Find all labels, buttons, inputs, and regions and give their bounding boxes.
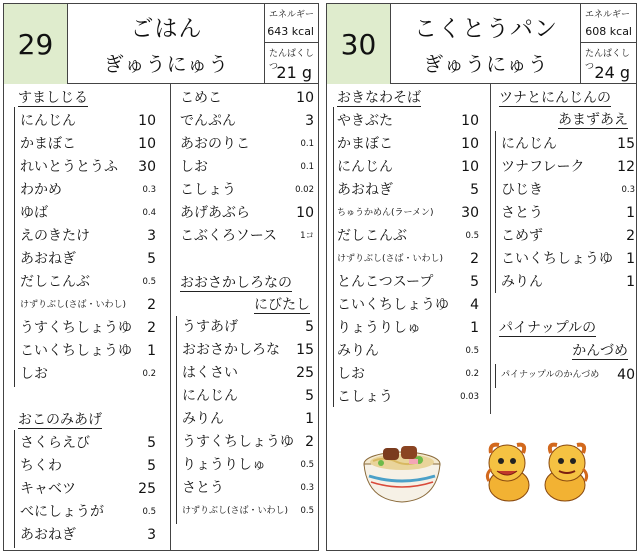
ingredient-row bbox=[180, 110, 314, 132]
ingredient-quantity: 15 bbox=[296, 342, 314, 358]
ingredient-row bbox=[501, 202, 635, 224]
ingredient-row bbox=[337, 340, 479, 362]
ingredient-row bbox=[20, 225, 156, 247]
ingredient-row bbox=[20, 202, 156, 224]
ingredient-row bbox=[337, 363, 479, 385]
shisa-image bbox=[477, 439, 597, 504]
main-dish-title: こくとうパン bbox=[414, 16, 558, 42]
ingredient-row bbox=[20, 271, 156, 293]
ingredient-name: あおのりこ bbox=[180, 136, 250, 152]
ingredient-row bbox=[337, 317, 479, 339]
ingredient-row bbox=[501, 248, 635, 270]
ingredient-quantity: 1 bbox=[626, 274, 635, 290]
ingredient-quantity: 15 bbox=[617, 136, 635, 152]
column-divider bbox=[490, 84, 491, 414]
ingredient-quantity: 0.02 bbox=[295, 185, 314, 195]
ingredient-name: しお bbox=[180, 159, 208, 175]
ingredient-row bbox=[180, 87, 314, 109]
ingredient-quantity: 1コ bbox=[300, 231, 314, 241]
drink-title: ぎゅうにゅう bbox=[423, 52, 549, 76]
section-bracket bbox=[176, 316, 177, 524]
ingredient-name: こいくちしょうゆ bbox=[337, 297, 449, 313]
ingredient-row bbox=[20, 294, 156, 316]
ingredient-name: だしこんぶ bbox=[20, 274, 90, 290]
ingredient-quantity: 1 bbox=[470, 320, 479, 336]
ingredient-row bbox=[20, 317, 156, 339]
ingredient-quantity: 3 bbox=[147, 228, 156, 244]
energy-value: 608 kcal bbox=[585, 25, 632, 38]
section-bracket bbox=[14, 107, 15, 387]
ingredient-quantity: 1 bbox=[626, 205, 635, 221]
ingredient-name: こいくちしょうゆ bbox=[501, 251, 613, 267]
ingredient-quantity: 0.5 bbox=[300, 460, 314, 470]
nutrition-box bbox=[264, 4, 318, 84]
ingredient-name: あげあぶら bbox=[180, 205, 250, 221]
ingredient-quantity: 10 bbox=[461, 136, 479, 152]
ingredient-name: あおねぎ bbox=[20, 251, 76, 267]
nutrition-box bbox=[580, 4, 636, 84]
ingredient-row bbox=[182, 316, 314, 338]
ingredient-name: だしこんぶ bbox=[337, 228, 407, 244]
ingredient-quantity: 0.5 bbox=[142, 277, 156, 287]
ingredient-quantity: 10 bbox=[461, 113, 479, 129]
protein-value: 24 g bbox=[594, 63, 630, 82]
ingredient-name: こしょう bbox=[180, 182, 236, 198]
ingredient-name: さとう bbox=[501, 205, 543, 221]
ingredient-quantity: 1 bbox=[147, 343, 156, 359]
ingredient-row bbox=[337, 271, 479, 293]
ingredient-quantity: 5 bbox=[147, 458, 156, 474]
protein-label: たんぱくしつ bbox=[585, 49, 631, 72]
ingredient-quantity: 10 bbox=[138, 113, 156, 129]
ingredient-row bbox=[20, 340, 156, 362]
section-title: ツナとにんじんの bbox=[499, 90, 611, 106]
ingredient-name: かまぼこ bbox=[20, 136, 76, 152]
soba-bowl-image bbox=[361, 434, 443, 504]
ingredient-name: あおねぎ bbox=[337, 182, 393, 198]
ingredient-row bbox=[180, 133, 314, 155]
energy-label: エネルギー bbox=[585, 10, 631, 20]
ingredient-row bbox=[501, 364, 635, 386]
ingredient-name: けずりぶし(さば・いわし) bbox=[337, 254, 444, 264]
ingredient-name: はくさい bbox=[182, 365, 238, 381]
ingredient-name: こぶくろソース bbox=[180, 228, 278, 244]
ingredient-quantity: 5 bbox=[470, 182, 479, 198]
section-bracket bbox=[333, 107, 334, 407]
ingredient-row bbox=[182, 362, 314, 384]
ingredient-row bbox=[337, 156, 479, 178]
ingredient-quantity: 3 bbox=[305, 113, 314, 129]
ingredient-quantity: 0.1 bbox=[300, 162, 314, 172]
ingredient-name: かまぼこ bbox=[337, 136, 393, 152]
section-bracket bbox=[14, 430, 15, 548]
ingredient-row bbox=[180, 225, 314, 247]
card-header bbox=[4, 4, 318, 84]
section-title: おこのみあげ bbox=[18, 412, 102, 428]
ingredient-quantity: 0.3 bbox=[142, 185, 156, 195]
ingredient-name: にんじん bbox=[501, 136, 557, 152]
ingredient-row bbox=[20, 110, 156, 132]
ingredient-row bbox=[501, 271, 635, 293]
ingredient-name: ちゅうかめん(ラーメン) bbox=[337, 208, 434, 218]
ingredient-quantity: 0.5 bbox=[142, 507, 156, 517]
protein-value: 21 g bbox=[276, 63, 312, 82]
ingredient-name: みりん bbox=[337, 343, 379, 359]
ingredient-row bbox=[182, 454, 314, 476]
ingredient-row bbox=[20, 432, 156, 454]
ingredient-quantity: 2 bbox=[305, 434, 314, 450]
ingredient-name: うすくちしょうゆ bbox=[20, 320, 132, 336]
ingredient-quantity: 10 bbox=[296, 205, 314, 221]
ingredient-quantity: 10 bbox=[296, 90, 314, 106]
ingredient-name: さくらえび bbox=[20, 435, 90, 451]
ingredient-quantity: 0.5 bbox=[465, 231, 479, 241]
ingredient-quantity: 0.3 bbox=[621, 185, 635, 195]
ingredient-name: れいとうとうふ bbox=[20, 159, 118, 175]
ingredient-name: べにしょうが bbox=[20, 504, 104, 520]
ingredient-quantity: 0.3 bbox=[300, 483, 314, 493]
ingredient-name: りょうりしゅ bbox=[182, 457, 266, 473]
ingredient-quantity: 2 bbox=[470, 251, 479, 267]
ingredient-row bbox=[337, 133, 479, 155]
ingredient-quantity: 5 bbox=[147, 435, 156, 451]
ingredient-row bbox=[182, 477, 314, 499]
ingredient-name: おおさかしろな bbox=[182, 342, 280, 358]
ingredient-quantity: 0.2 bbox=[465, 369, 479, 379]
ingredient-name: やきぶた bbox=[337, 113, 393, 129]
ingredient-name: にんじん bbox=[337, 159, 393, 175]
ingredient-name: わかめ bbox=[20, 182, 62, 198]
ingredient-name: こいくちしょうゆ bbox=[20, 343, 132, 359]
ingredient-quantity: 2 bbox=[147, 297, 156, 313]
energy-value: 643 kcal bbox=[267, 25, 314, 38]
ingredient-row bbox=[337, 294, 479, 316]
ingredient-row bbox=[20, 363, 156, 385]
ingredient-name: こめず bbox=[501, 228, 543, 244]
ingredient-name: けずりぶし(さば・いわし) bbox=[182, 506, 289, 516]
ingredient-quantity: 4 bbox=[470, 297, 479, 313]
ingredient-row bbox=[20, 524, 156, 546]
ingredient-row bbox=[182, 500, 314, 522]
ingredient-quantity: 1 bbox=[305, 411, 314, 427]
ingredient-quantity: 10 bbox=[461, 159, 479, 175]
ingredient-quantity: 3 bbox=[147, 527, 156, 543]
section-title: おおさかしろなの bbox=[180, 275, 292, 291]
ingredient-quantity: 2 bbox=[626, 228, 635, 244]
ingredient-name: とんこつスープ bbox=[337, 274, 434, 290]
ingredient-name: こめこ bbox=[180, 90, 222, 106]
ingredient-name: ゆば bbox=[20, 205, 48, 221]
ingredient-name: りょうりしゅ bbox=[337, 320, 421, 336]
ingredient-row bbox=[182, 431, 314, 453]
ingredient-row bbox=[337, 110, 479, 132]
ingredient-row bbox=[20, 248, 156, 270]
ingredient-name: にんじん bbox=[182, 388, 238, 404]
ingredient-quantity: 5 bbox=[305, 319, 314, 335]
ingredient-quantity: 0.03 bbox=[460, 392, 479, 402]
section-title-line2: あまずあえ bbox=[558, 112, 628, 128]
ingredient-row bbox=[20, 156, 156, 178]
section-bracket bbox=[495, 364, 496, 388]
ingredient-row bbox=[337, 248, 479, 270]
ingredient-name: でんぷん bbox=[180, 113, 236, 129]
ingredient-row bbox=[182, 385, 314, 407]
ingredient-quantity: 40 bbox=[617, 367, 635, 383]
section-title: おきなわそば bbox=[337, 90, 421, 106]
ingredient-row bbox=[180, 179, 314, 201]
ingredient-quantity: 25 bbox=[138, 481, 156, 497]
ingredient-row bbox=[180, 156, 314, 178]
ingredient-name: にんじん bbox=[20, 113, 76, 129]
ingredient-name: みりん bbox=[501, 274, 543, 290]
ingredient-row bbox=[20, 455, 156, 477]
ingredient-quantity: 0.4 bbox=[142, 208, 156, 218]
ingredient-name: しお bbox=[20, 366, 48, 382]
section-bracket bbox=[495, 131, 496, 293]
ingredient-quantity: 10 bbox=[138, 136, 156, 152]
ingredient-name: うすあげ bbox=[182, 319, 238, 335]
ingredient-row bbox=[501, 133, 635, 155]
section-title-line2: かんづめ bbox=[572, 343, 628, 359]
ingredient-name: みりん bbox=[182, 411, 224, 427]
ingredient-name: こしょう bbox=[337, 389, 393, 405]
ingredient-row bbox=[20, 501, 156, 523]
ingredient-row bbox=[337, 179, 479, 201]
menu-card-30 bbox=[326, 3, 637, 551]
ingredient-row bbox=[20, 179, 156, 201]
ingredient-row bbox=[20, 133, 156, 155]
ingredient-name: パイナップルのかんづめ bbox=[501, 370, 600, 380]
drink-title: ぎゅうにゅう bbox=[103, 52, 230, 76]
ingredient-quantity: 30 bbox=[461, 205, 479, 221]
ingredient-name: あおねぎ bbox=[20, 527, 76, 543]
ingredient-name: うすくちしょうゆ bbox=[182, 434, 294, 450]
main-dish-title: ごはん bbox=[130, 16, 203, 42]
menu-card-29 bbox=[3, 3, 319, 551]
energy-label: エネルギー bbox=[269, 10, 315, 20]
ingredient-name: ツナフレーク bbox=[501, 159, 585, 175]
ingredient-name: えのきたけ bbox=[20, 228, 90, 244]
ingredient-row bbox=[337, 202, 479, 224]
ingredient-row bbox=[182, 408, 314, 430]
ingredient-quantity: 0.5 bbox=[465, 346, 479, 356]
protein-label: たんぱくしつ bbox=[269, 49, 315, 72]
ingredient-quantity: 2 bbox=[147, 320, 156, 336]
ingredient-row bbox=[501, 225, 635, 247]
ingredient-quantity: 0.2 bbox=[142, 369, 156, 379]
card-header bbox=[327, 4, 636, 84]
ingredient-name: さとう bbox=[182, 480, 224, 496]
ingredient-quantity: 25 bbox=[296, 365, 314, 381]
ingredient-row bbox=[20, 478, 156, 500]
ingredient-quantity: 5 bbox=[147, 251, 156, 267]
ingredient-quantity: 0.1 bbox=[300, 139, 314, 149]
ingredient-row bbox=[501, 179, 635, 201]
ingredient-name: ちくわ bbox=[20, 458, 62, 474]
day-number: 30 bbox=[327, 4, 391, 84]
ingredient-row bbox=[501, 156, 635, 178]
ingredient-row bbox=[337, 225, 479, 247]
day-number: 29 bbox=[4, 4, 68, 84]
ingredient-name: けずりぶし(さば・いわし) bbox=[20, 300, 127, 310]
ingredient-row bbox=[182, 339, 314, 361]
section-title-line2: にびたし bbox=[254, 297, 310, 313]
column-divider bbox=[170, 84, 171, 550]
ingredient-quantity: 5 bbox=[305, 388, 314, 404]
ingredient-quantity: 12 bbox=[617, 159, 635, 175]
ingredient-row bbox=[180, 202, 314, 224]
section-title: パイナップルの bbox=[499, 320, 597, 336]
ingredient-quantity: 30 bbox=[138, 159, 156, 175]
ingredient-quantity: 5 bbox=[470, 274, 479, 290]
ingredient-quantity: 0.5 bbox=[300, 506, 314, 516]
ingredient-name: ひじき bbox=[501, 182, 543, 198]
ingredient-name: キャベツ bbox=[20, 481, 76, 497]
section-title: すましじる bbox=[18, 90, 88, 106]
ingredient-quantity: 1 bbox=[626, 251, 635, 267]
ingredient-name: しお bbox=[337, 366, 365, 382]
ingredient-row bbox=[337, 386, 479, 408]
